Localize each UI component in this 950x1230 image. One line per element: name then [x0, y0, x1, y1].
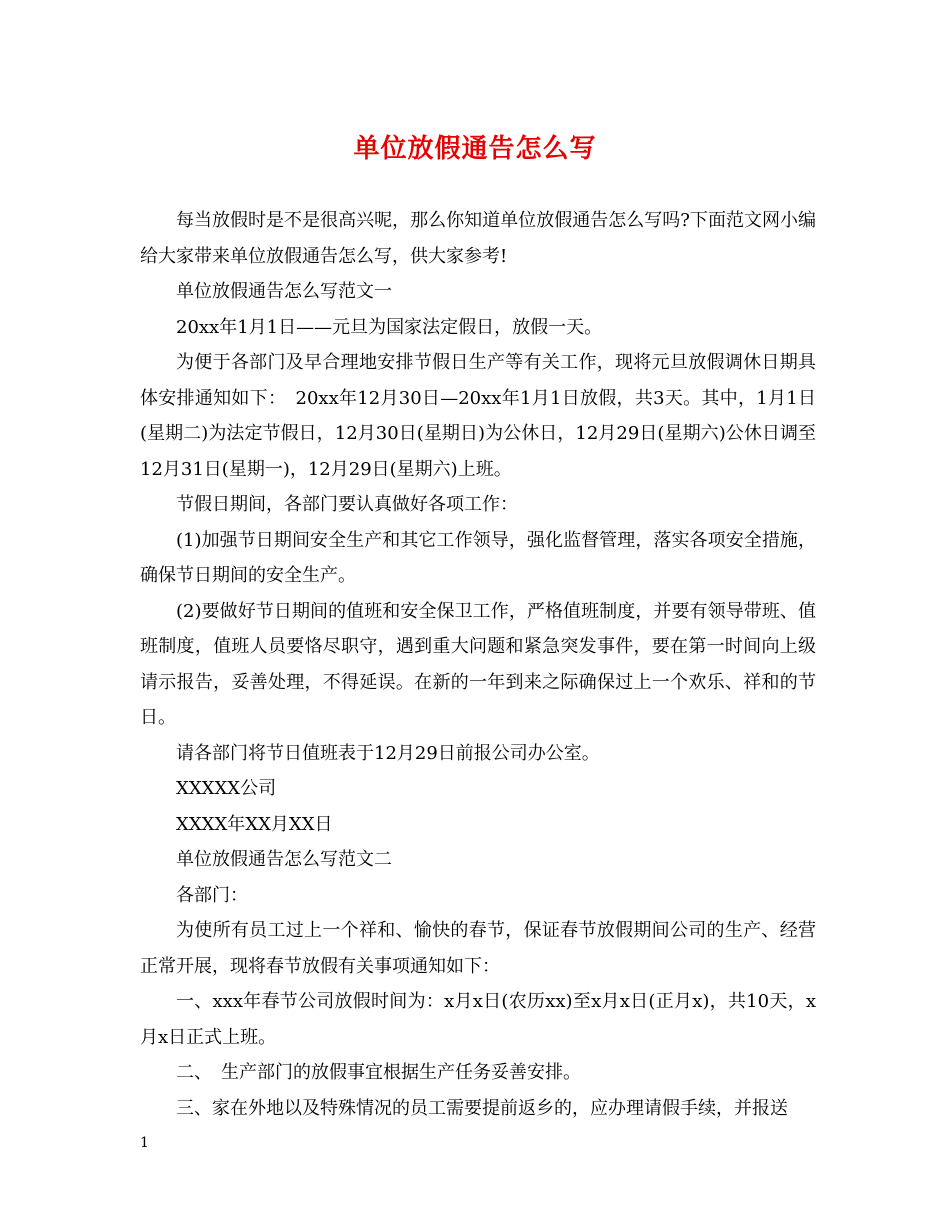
paragraph: 每当放假时是不是很高兴呢，那么你知道单位放假通告怎么写吗?下面范文网小编给大家带来单位放假通告怎么写，供大家参考!	[140, 210, 816, 267]
paragraph: 为使所有员工过上一个祥和、愉快的春节，保证春节放假期间公司的生产、经营正常开展，现将春节放假有关事项通知如下：	[140, 920, 816, 977]
paragraph: (1)加强节日期间安全生产和其它工作领导，强化监督管理，落实各项安全措施，确保节日期间的安全生产。	[140, 529, 816, 586]
paragraph: 节假日期间，各部门要认真做好各项工作：	[176, 494, 518, 515]
paragraph: 20xx年1月1日——元旦为国家法定假日，放假一天。	[176, 316, 603, 338]
paragraph: 二、 生产部门的放假事宜根据生产任务妥善安排。	[176, 1062, 581, 1083]
page-number: 1	[140, 1135, 149, 1151]
paragraph: 各部门：	[176, 884, 248, 906]
paragraph: 一、xxx年春节公司放假时间为：x月x日(农历xx)至x月x日(正月x)，共10天，x月x日正式上班。	[140, 991, 817, 1048]
paragraph: XXXXX公司	[176, 778, 277, 799]
paragraph: 为便于各部门及早合理地安排节假日生产等有关工作，现将元旦放假调休日期具体安排通知如下： 20xx年12月30日—20xx年1月1日放假，共3天。其中，1月1日(星期二)为法定节假日，12月30日(星期日)为公休日，12月29日(星期六)公休日调至12月31日(星期一)，12月29日(星期六)上班。	[140, 352, 816, 480]
paragraph: 三、家在外地以及特殊情况的员工需要提前返乡的，应办理请假手续，并报送	[176, 1097, 788, 1119]
paragraph: (2)要做好节日期间的值班和安全保卫工作，严格值班制度，并要有领导带班、值班制度，值班人员要恪尽职守，遇到重大问题和紧急突发事件，要在第一时间向上级请示报告，妥善处理，不得延误。在新的一年到来之际确保过上一个欢乐、祥和的节日。	[140, 600, 816, 728]
document-title: 单位放假通告怎么写	[353, 134, 597, 164]
paragraph: 单位放假通告怎么写范文二	[176, 849, 392, 870]
document-body	[140, 203, 816, 1126]
paragraph: XXXX年XX月XX日	[176, 813, 333, 835]
paragraph: 单位放假通告怎么写范文一	[176, 281, 392, 302]
paragraph: 请各部门将节日值班表于12月29日前报公司办公室。	[176, 742, 600, 764]
